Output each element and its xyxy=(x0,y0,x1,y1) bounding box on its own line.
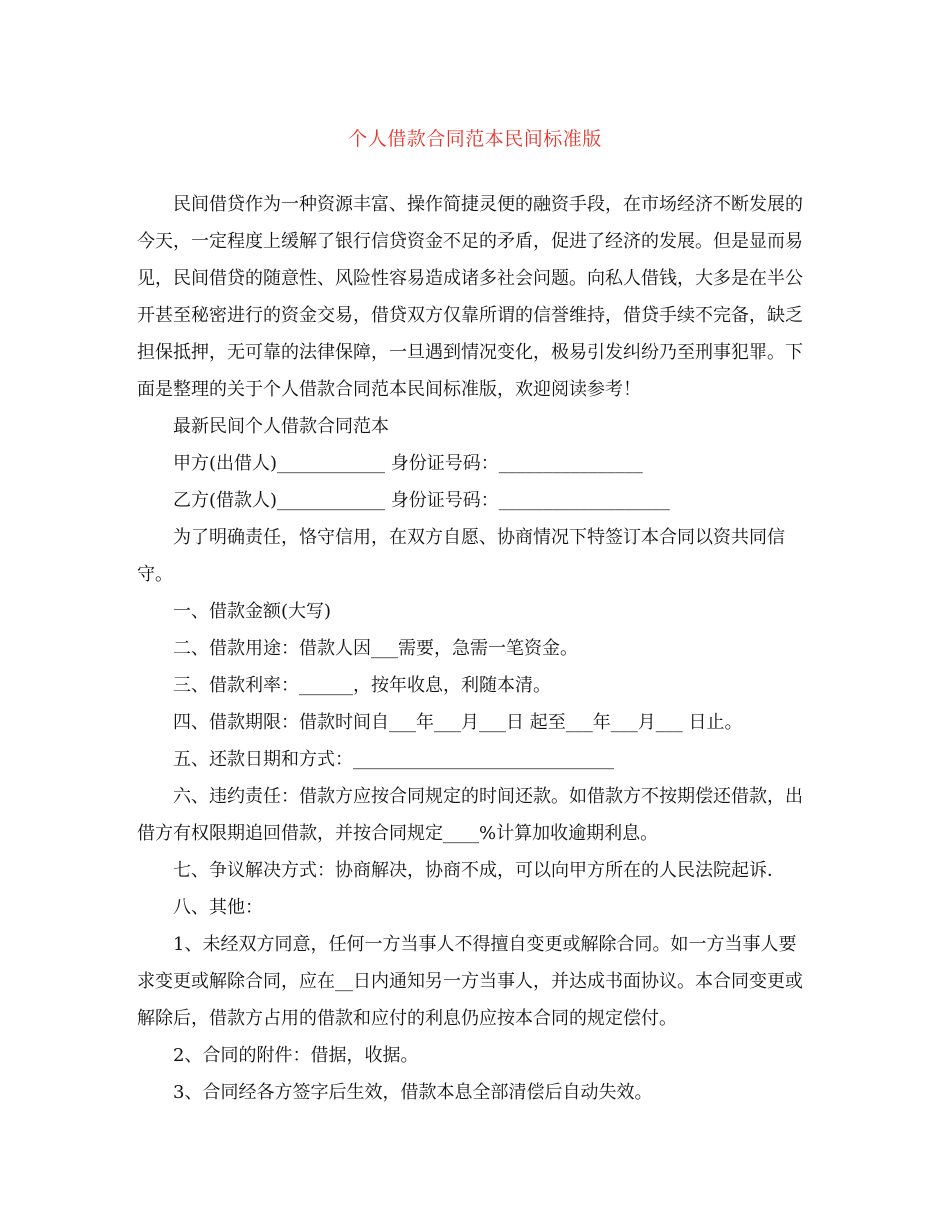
clause-5: 五、还款日期和方式：_____________________________ xyxy=(173,749,614,770)
document-title: 个人借款合同范本民间标准版 xyxy=(348,128,602,150)
document-body xyxy=(137,186,813,1111)
intro-paragraph: 民间借贷作为一种资源丰富、操作简捷灵便的融资手段，在市场经济不断发展的今天，一定程度上缓解了银行信贷资金不足的矛盾，促进了经济的发展。但是显而易见，民间借贷的随意性、风险性容易造成诸多社会问题。向私人借钱，大多是在半公开甚至秘密进行的资金交易，借贷双方仅靠所谓的信誉维持，借贷手续不完备，缺乏担保抵押，无可靠的法律保障，一旦遇到情况变化，极易引发纠纷乃至刑事犯罪。下面是整理的关于个人借款合同范本民间标准版，欢迎阅读参考！ xyxy=(137,194,803,400)
subclause-3: 3、合同经各方签字后生效，借款本息全部清偿后自动失效。 xyxy=(173,1082,653,1103)
subclause-1: 1、未经双方同意，任何一方当事人不得擅自变更或解除合同。如一方当事人要求变更或解除合同，应在__日内通知另一方当事人，并达成书面协议。本合同变更或解除后，借款方占用的借款和应付的利息仍应按本合同的规定偿付。 xyxy=(137,934,803,1029)
clause-6: 六、违约责任：借款方应按合同规定的时间还款。如借款方不按期偿还借款，出借方有权限期追回借款，并按合同规定____%计算加收逾期利息。 xyxy=(137,786,803,844)
clause-4: 四、借款期限：借款时间自___年___月___日 起至___年___月___ 日止。 xyxy=(173,712,743,733)
party-a-line: 甲方(出借人)____________ 身份证号码：________________ xyxy=(173,453,643,474)
party-b-line: 乙方(借款人)____________ 身份证号码：___________________ xyxy=(173,490,670,511)
clause-3: 三、借款利率：______，按年收息，利随本清。 xyxy=(173,675,551,696)
section-heading: 最新民间个人借款合同范本 xyxy=(173,416,389,437)
clause-7: 七、争议解决方式：协商解决，协商不成，可以向甲方所在的人民法院起诉． xyxy=(173,860,785,881)
subclause-2: 2、合同的附件：借据，收据。 xyxy=(173,1045,419,1066)
clause-8: 八、其他： xyxy=(173,897,263,918)
clause-2: 二、借款用途：借款人因___需要，急需一笔资金。 xyxy=(173,638,578,659)
preamble-paragraph: 为了明确责任，恪守信用，在双方自愿、协商情况下特签订本合同以资共同信守。 xyxy=(137,527,785,585)
clause-1: 一、借款金额(大写) xyxy=(173,601,332,622)
